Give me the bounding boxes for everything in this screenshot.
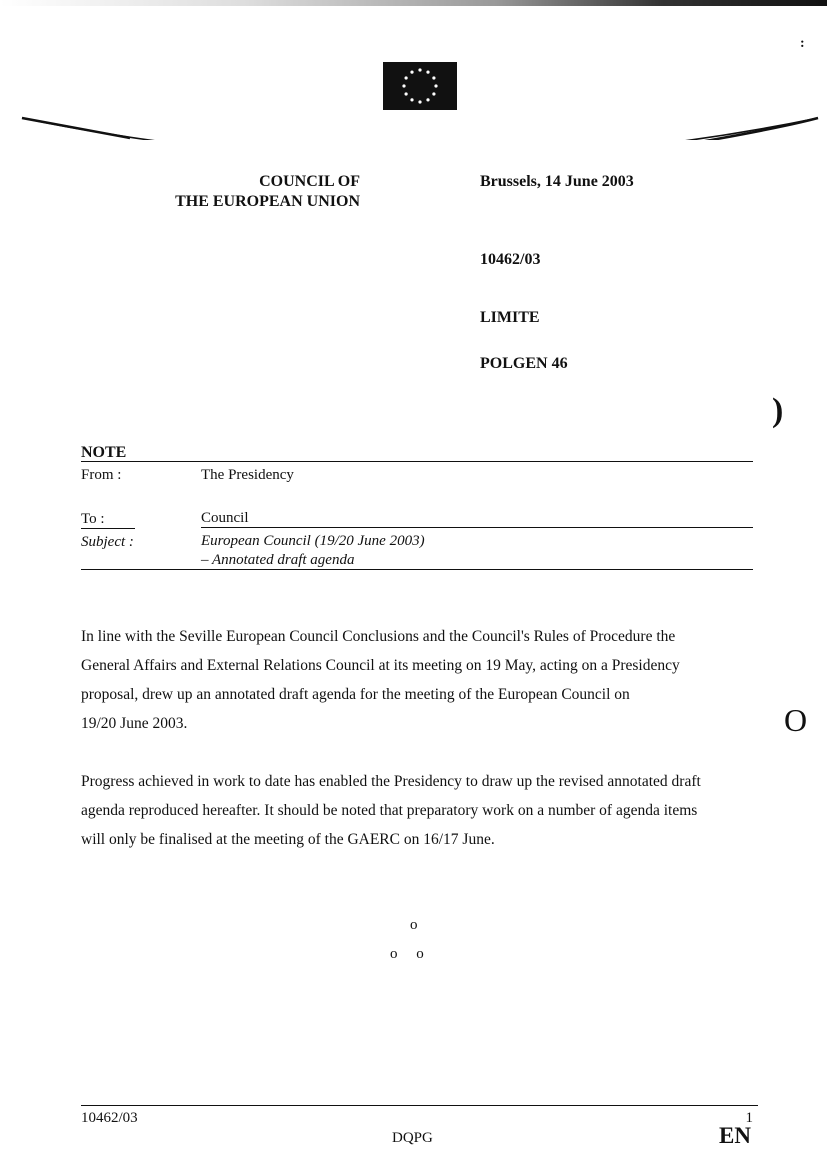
rule: [201, 527, 753, 528]
paragraph-line: General Affairs and External Relations Council at its meeting on 19 May, acting on a Presidency: [81, 657, 680, 674]
star-icon: [432, 76, 435, 79]
star-icon: [418, 68, 421, 71]
rule: [81, 569, 753, 570]
star-icon: [426, 71, 429, 74]
classification: LIMITE: [480, 309, 540, 326]
from-label: From :: [81, 467, 122, 483]
star-icon: [426, 98, 429, 101]
punch-hole-mark: O: [784, 702, 808, 738]
separator-bottom: o o: [390, 946, 424, 962]
paragraph-line: 19/20 June 2003.: [81, 715, 188, 732]
page-number: 1: [745, 1110, 753, 1126]
footer-doc-number: 10462/03: [81, 1110, 138, 1126]
language-code: EN: [719, 1123, 751, 1148]
to-value: Council: [201, 510, 249, 526]
eu-flag-icon: [383, 62, 457, 110]
star-icon: [432, 92, 435, 95]
eu-letterhead-graphic: [0, 50, 827, 140]
to-label: To :: [81, 511, 105, 527]
punch-mark: :: [800, 36, 805, 51]
paragraph-line: will only be finalised at the meeting of the GAERC on 16/17 June.: [81, 831, 495, 848]
subject-line-1: European Council (19/20 June 2003): [201, 533, 425, 549]
paragraph-line: agenda reproduced hereafter. It should be noted that preparatory work on a number of agenda items: [81, 802, 698, 819]
punch-hole-mark: ): [772, 392, 784, 429]
paragraph-1: [81, 622, 761, 738]
separator-top: o: [410, 917, 418, 933]
star-icon: [418, 100, 421, 103]
footer-unit: DQPG: [392, 1130, 433, 1146]
footer-rule: [81, 1105, 758, 1106]
rule: [81, 461, 753, 462]
star-icon: [410, 71, 413, 74]
org-line-2: THE EUROPEAN UNION: [175, 193, 360, 210]
star-icon: [405, 76, 408, 79]
from-value: The Presidency: [201, 467, 294, 483]
note-heading: NOTE: [81, 444, 127, 461]
star-icon: [405, 92, 408, 95]
paragraph-line: proposal, drew up an annotated draft agenda for the meeting of the European Council on: [81, 686, 630, 703]
doc-number: 10462/03: [480, 251, 541, 268]
star-icon: [434, 84, 437, 87]
paragraph-line: In line with the Seville European Council Conclusions and the Council's Rules of Procedure the: [81, 628, 676, 645]
rule: [81, 528, 135, 529]
place-date: Brussels, 14 June 2003: [480, 173, 634, 190]
document-code: POLGEN 46: [480, 355, 568, 372]
subject-line-2: – Annotated draft agenda: [201, 552, 355, 568]
scan-top-edge: [0, 0, 827, 6]
star-icon: [402, 84, 405, 87]
star-icon: [410, 98, 413, 101]
paragraph-2: [81, 767, 761, 854]
paragraph-line: Progress achieved in work to date has enabled the Presidency to draw up the revised annotated draft: [81, 773, 701, 790]
subject-label: Subject :: [81, 534, 134, 550]
org-line-1: COUNCIL OF: [259, 173, 360, 190]
